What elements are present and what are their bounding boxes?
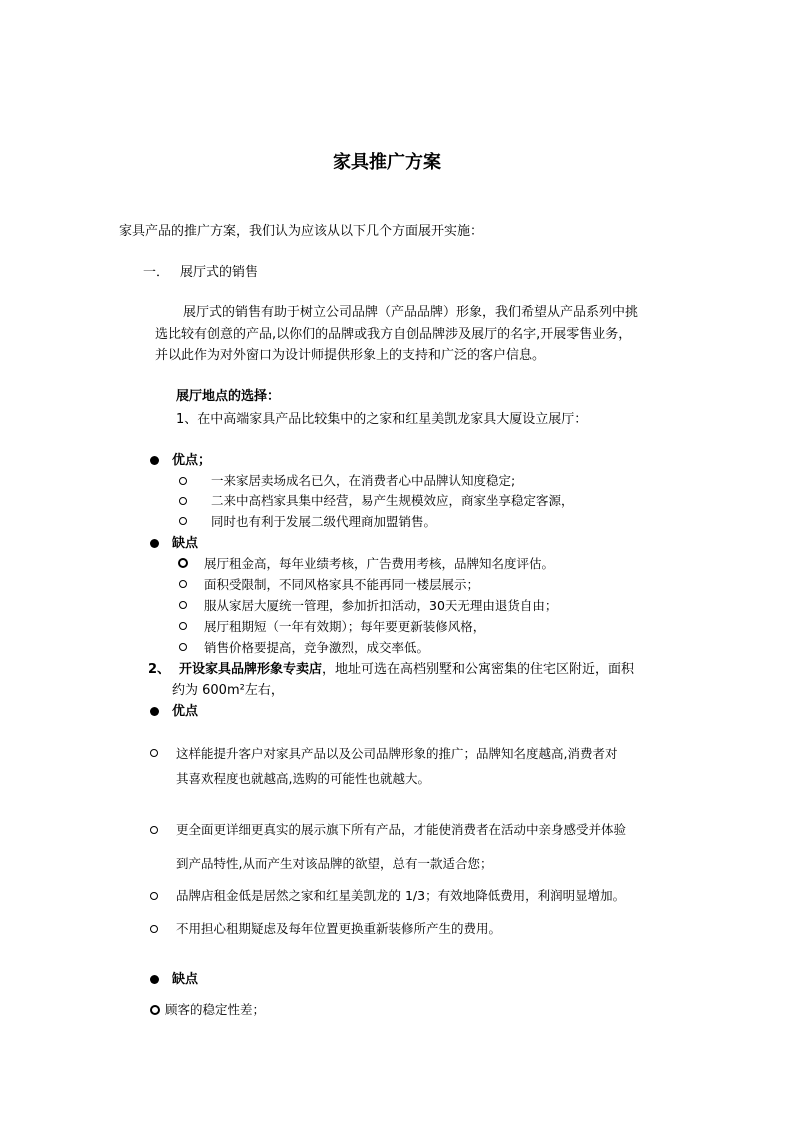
location-item-1: 1、在中高端家具产品比较集中的之家和红星美凯龙家具大厦设立展厅： — [176, 412, 588, 427]
pros-item: 不用担心租期疑虑及每年位置更换重新装修所产生的费用。 — [176, 921, 502, 936]
cons-item: 展厅租期短（一年有效期）；每年要更新装修风格， — [204, 619, 486, 634]
pros-item-continued: 其喜欢程度也就越高,选购的可能性也就越大。 — [176, 771, 430, 786]
location-heading: 展厅地点的选择： — [176, 389, 281, 404]
pros-item: 品牌店租金低是居然之家和红星美凯龙的 1/3；有效地降低费用，利润明显增加。 — [176, 888, 626, 903]
bullet-dot-icon — [150, 539, 159, 548]
bullet-circle-icon — [150, 1005, 160, 1015]
section-paragraph-line: 展厅式的销售有助于树立公司品牌（产品品牌）形象，我们希望从产品系列中挑 — [183, 305, 639, 320]
bullet-dot-icon — [150, 975, 159, 984]
pros-item: 更全面更详细更真实的展示旗下所有产品，才能使消费者在活动中亲身感受并体验 — [176, 822, 627, 837]
bullet-circle-icon — [179, 622, 187, 630]
bullet-circle-icon — [150, 826, 158, 834]
pros-item: 一来家居卖场成名已久，在消费者心中品牌认知度稳定; — [211, 473, 516, 488]
item-2-line2: 约为 600m²左右， — [172, 683, 284, 698]
bullet-dot-icon — [150, 456, 159, 465]
pros-label: 优点 — [172, 704, 199, 719]
item-2-bold: 开设家具品牌形象专卖店 — [179, 662, 323, 677]
section-heading: 展厅式的销售 — [180, 265, 259, 280]
section-paragraph-line: 选比较有创意的产品,以你们的品牌或我方自创品牌涉及展厅的名字,开展零售业务， — [155, 327, 632, 342]
pros-item: 同时也有利于发展二级代理商加盟销售。 — [211, 514, 437, 529]
bullet-circle-icon — [179, 477, 187, 485]
bullet-circle-icon — [150, 925, 158, 933]
bullet-dot-icon — [150, 707, 159, 716]
cons-item: 展厅租金高，每年业绩考核，广告费用考核，品牌知名度评估。 — [204, 556, 555, 571]
section-number: 一． — [143, 265, 170, 280]
bullet-circle-icon — [179, 580, 187, 588]
pros-label: 优点； — [172, 453, 212, 468]
section-paragraph-line: 并以此作为对外窗口为设计师提供形象上的支持和广泛的客户信息。 — [155, 348, 546, 363]
pros-item-continued: 到产品特性,从而产生对该品牌的欲望，总有一款适合您； — [176, 856, 493, 871]
cons-item: 服从家居大厦统一管理，参加折扣活动，30天无理由退货自由； — [204, 598, 558, 613]
bullet-circle-icon — [179, 601, 187, 609]
bullet-circle-icon — [179, 497, 187, 505]
bullet-circle-icon — [150, 749, 158, 757]
cons-item: 销售价格要提高，竞争激烈，成交率低。 — [204, 640, 430, 655]
intro-text: 家具产品的推广方案，我们认为应该从以下几个方面展开实施： — [119, 224, 484, 239]
cons-item: 面积受限制，不同风格家具不能再同一楼层展示； — [204, 577, 480, 592]
cons-label: 缺点 — [172, 972, 199, 987]
bullet-circle-icon — [179, 643, 187, 651]
cons-label: 缺点 — [172, 536, 199, 551]
bullet-circle-icon — [150, 892, 158, 900]
item-2-rest: ，地址可选在高档别墅和公寓密集的住宅区附近，面积 — [322, 662, 635, 677]
cons-item: 顾客的稳定性差； — [165, 1002, 266, 1017]
item-2-number: 2、 — [148, 662, 171, 677]
page-title: 家具推广方案 — [333, 152, 441, 173]
item-2-text — [179, 662, 634, 678]
bullet-circle-icon — [178, 558, 188, 568]
pros-item: 二来中高档家具集中经营，易产生规模效应，商家坐享稳定客源， — [211, 493, 574, 508]
pros-item: 这样能提升客户对家具产品以及公司品牌形象的推广；品牌知名度越高,消费者对 — [176, 746, 618, 761]
bullet-circle-icon — [179, 517, 187, 525]
